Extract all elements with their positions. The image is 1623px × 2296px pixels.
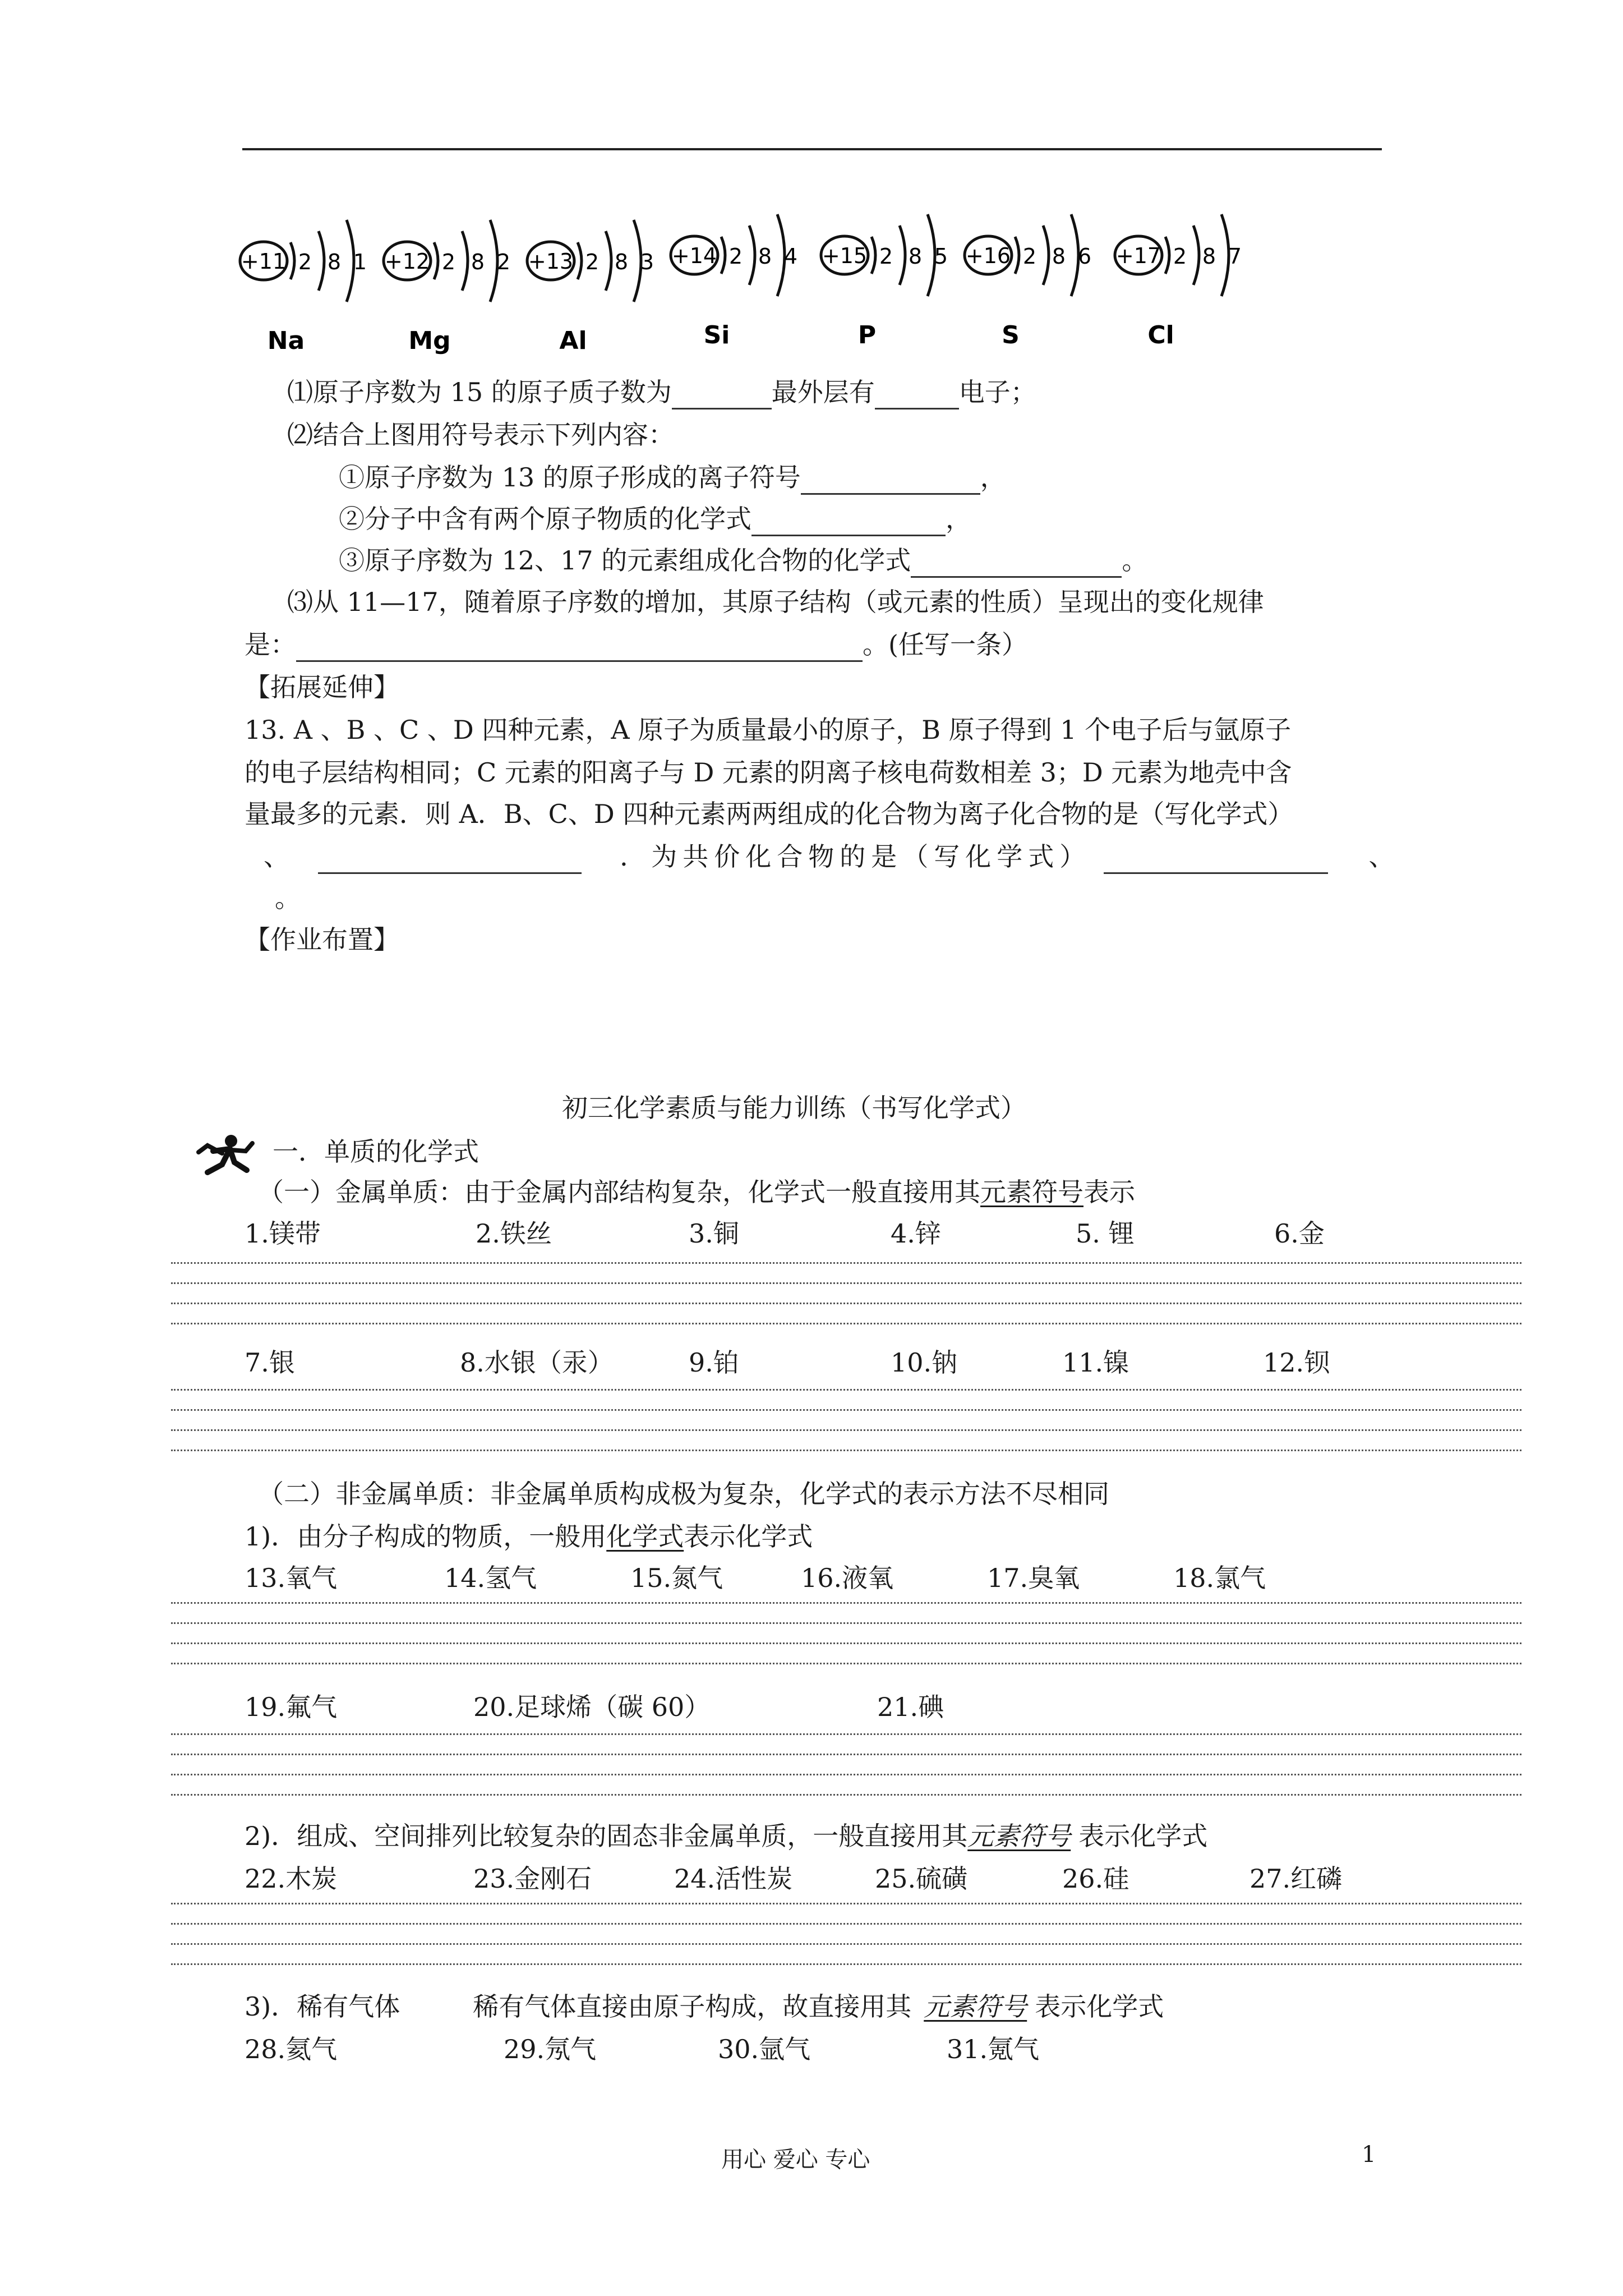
exercise-row-1 xyxy=(0,1218,1623,1252)
exercise-item: 11.镍 xyxy=(1062,1347,1129,1378)
subsection-1: 1)．由分子构成的物质，一般用化学式表示化学式 xyxy=(245,1521,813,1552)
exercise-item: 5. 锂 xyxy=(1076,1218,1135,1249)
svg-text:5: 5 xyxy=(934,244,948,269)
exercise-item: 12.钡 xyxy=(1263,1347,1330,1378)
answer-blank[interactable] xyxy=(875,377,959,409)
answer-blank[interactable] xyxy=(751,504,946,536)
exercise-item: 14.氢气 xyxy=(444,1563,537,1593)
section-heading-homework: 【作业布置】 xyxy=(245,924,399,955)
svg-text:+15: +15 xyxy=(822,243,868,268)
svg-text:2: 2 xyxy=(879,244,893,269)
svg-text:2: 2 xyxy=(441,250,456,274)
exercise-row-5 xyxy=(0,1864,1623,1897)
svg-text:2: 2 xyxy=(728,244,743,269)
atom-p xyxy=(821,214,948,349)
svg-text:8: 8 xyxy=(614,250,629,274)
answer-line[interactable] xyxy=(171,1923,1521,1925)
exercise-item: 29.氖气 xyxy=(504,2034,597,2064)
svg-text:1: 1 xyxy=(353,250,367,274)
question-2-3: ③原子序数为 12、17 的元素组成化合物的化学式 。 xyxy=(339,545,1147,578)
svg-text:4: 4 xyxy=(783,244,798,269)
answer-line[interactable] xyxy=(171,1774,1521,1775)
exercise-item: 19.氟气 xyxy=(245,1692,338,1722)
question-3-cont: 是： 。(任写一条） xyxy=(245,629,1027,662)
answer-blank[interactable] xyxy=(296,629,863,662)
atom-symbol: S xyxy=(1002,321,1020,349)
question-2-1: ①原子序数为 13 的原子形成的离子符号 ， xyxy=(339,462,1006,495)
answer-blank[interactable] xyxy=(801,462,980,495)
answer-line[interactable] xyxy=(171,1963,1521,1965)
answer-blank[interactable] xyxy=(318,841,582,874)
exercise-item: 4.锌 xyxy=(891,1218,941,1249)
question-2-2: ②分子中含有两个原子物质的化学式 ， xyxy=(339,504,971,536)
svg-text:8: 8 xyxy=(327,250,342,274)
exercise-row-6 xyxy=(0,2034,1623,2068)
answer-line[interactable] xyxy=(171,1303,1521,1304)
exercise-item: 8.水银（汞） xyxy=(460,1347,614,1378)
exercise-item: 20.足球烯（碳 60） xyxy=(473,1692,711,1722)
atom-symbol: Si xyxy=(703,321,730,349)
answer-line[interactable] xyxy=(171,1794,1521,1796)
exercise-item: 2.铁丝 xyxy=(476,1218,552,1249)
exercise-item: 21.碘 xyxy=(877,1692,944,1722)
svg-text:7: 7 xyxy=(1228,244,1242,269)
exercise-row-2 xyxy=(0,1347,1623,1381)
exercise-item: 26.硅 xyxy=(1062,1864,1129,1894)
exercise-item: 17.臭氧 xyxy=(987,1563,1080,1593)
svg-text:6: 6 xyxy=(1077,244,1092,269)
answer-blank[interactable] xyxy=(672,377,772,409)
svg-text:2: 2 xyxy=(298,250,312,274)
extension-line-1: 13. A 、B 、C 、D 四种元素，A 原子为质量最小的原子，B 原子得到 1 个电子后与氩原子 xyxy=(245,715,1292,745)
svg-text:2: 2 xyxy=(1173,244,1187,269)
answer-line[interactable] xyxy=(171,1622,1521,1624)
svg-text:+13: +13 xyxy=(528,249,574,274)
page-number: 1 xyxy=(1362,2142,1376,2168)
answer-line[interactable] xyxy=(171,1323,1521,1324)
answer-line[interactable] xyxy=(171,1389,1521,1391)
exercise-item: 1.镁带 xyxy=(245,1218,321,1249)
exercise-item: 31.氪气 xyxy=(947,2034,1040,2064)
svg-text:8: 8 xyxy=(1052,244,1066,269)
answer-line[interactable] xyxy=(171,1429,1521,1431)
exercise-item: 13.氧气 xyxy=(245,1563,338,1593)
subsection-2: 2)．组成、空间排列比较复杂的固态非金属单质，一般直接用其元素符号 表示化学式 xyxy=(245,1821,1208,1851)
atom-structure-diagrams xyxy=(236,191,1279,370)
worksheet-title: 初三化学素质与能力训练（书写化学式） xyxy=(562,1093,1026,1123)
extension-line-5: 。 xyxy=(275,883,301,913)
header-rule xyxy=(242,148,1382,150)
svg-text:8: 8 xyxy=(908,244,923,269)
answer-line[interactable] xyxy=(171,1733,1521,1735)
exercise-item: 6.金 xyxy=(1274,1218,1325,1249)
exercise-item: 7.银 xyxy=(245,1347,295,1378)
svg-text:+17: +17 xyxy=(1115,243,1161,268)
atom-symbol: P xyxy=(857,321,877,349)
exercise-item: 16.液氧 xyxy=(801,1563,894,1593)
exercise-item: 23.金刚石 xyxy=(473,1864,592,1894)
atom-symbol: Al xyxy=(559,326,587,355)
answer-line[interactable] xyxy=(171,1282,1521,1284)
atom-si xyxy=(671,214,797,349)
atom-symbol: Cl xyxy=(1147,321,1174,349)
atom-al xyxy=(527,220,654,355)
exercise-item: 10.钠 xyxy=(891,1347,958,1378)
svg-text:+12: +12 xyxy=(384,249,430,274)
atom-symbol: Na xyxy=(267,326,305,355)
svg-text:+16: +16 xyxy=(965,243,1011,268)
subsection-3: 3)．稀有气体 稀有气体直接由原子构成，故直接用其 元素符号 表示化学式 xyxy=(245,1991,1164,2022)
exercise-item: 18.氯气 xyxy=(1173,1563,1266,1593)
question-3: ⑶从 11—17，随着原子序数的增加，其原子结构（或元素的性质）呈现出的变化规律 xyxy=(287,587,1264,617)
extension-line-4: 、 ．为共价化合物的是（写化学式） 、 xyxy=(264,841,1395,874)
atom-cl xyxy=(1115,214,1242,349)
answer-line[interactable] xyxy=(171,1262,1521,1264)
answer-blank[interactable] xyxy=(911,545,1122,578)
metal-intro: （一）金属单质：由于金属内部结构复杂，化学式一般直接用其元素符号表示 xyxy=(258,1177,1135,1207)
answer-line[interactable] xyxy=(171,1903,1521,1904)
section-1-heading: 一．单质的化学式 xyxy=(273,1137,479,1167)
svg-text:8: 8 xyxy=(758,244,772,269)
footer-motto: 用心 爱心 专心 xyxy=(721,2147,870,2173)
answer-line[interactable] xyxy=(171,1754,1521,1755)
exercise-item: 3.铜 xyxy=(689,1218,739,1249)
atom-s xyxy=(965,214,1091,349)
exercise-item: 28.氦气 xyxy=(245,2034,338,2064)
exercise-item: 15.氮气 xyxy=(630,1563,723,1593)
svg-text:2: 2 xyxy=(585,250,600,274)
question-2: ⑵结合上图用符号表示下列内容： xyxy=(287,420,674,450)
answer-line[interactable] xyxy=(171,1642,1521,1644)
answer-blank[interactable] xyxy=(1104,841,1328,874)
svg-text:+14: +14 xyxy=(671,243,717,268)
exercise-item: 30.氩气 xyxy=(718,2034,811,2064)
svg-text:3: 3 xyxy=(640,250,654,274)
answer-line[interactable] xyxy=(171,1602,1521,1604)
section-heading-extension: 【拓展延伸】 xyxy=(245,672,399,702)
exercise-item: 25.硫磺 xyxy=(875,1864,968,1894)
nonmetal-intro: （二）非金属单质：非金属单质构成极为复杂，化学式的表示方法不尽相同 xyxy=(258,1479,1109,1509)
exercise-item: 22.木炭 xyxy=(245,1864,338,1894)
running-figure-icon xyxy=(191,1133,258,1178)
extension-line-2: 的电子层结构相同；C 元素的阳离子与 D 元素的阴离子核电荷数相差 3；D 元素为地壳中含 xyxy=(245,757,1292,788)
exercise-row-3 xyxy=(0,1563,1623,1596)
svg-text:+11: +11 xyxy=(241,249,287,274)
exercise-row-4 xyxy=(0,1692,1623,1726)
atom-symbol: Mg xyxy=(408,326,451,355)
question-1: ⑴原子序数为 15 的原子质子数为 最外层有 电子； xyxy=(287,377,1036,409)
atom-na xyxy=(240,220,367,355)
answer-line[interactable] xyxy=(171,1450,1521,1451)
svg-text:8: 8 xyxy=(1202,244,1216,269)
answer-line[interactable] xyxy=(171,1663,1521,1664)
svg-text:2: 2 xyxy=(496,250,511,274)
answer-line[interactable] xyxy=(171,1943,1521,1945)
atom-mg xyxy=(384,220,510,355)
svg-text:2: 2 xyxy=(1022,244,1037,269)
extension-line-3: 量最多的元素．则 A．B、C、D 四种元素两两组成的化合物为离子化合物的是（写化学式） xyxy=(245,799,1294,829)
exercise-item: 9.铂 xyxy=(689,1347,739,1378)
exercise-item: 27.红磷 xyxy=(1249,1864,1343,1894)
answer-line[interactable] xyxy=(171,1409,1521,1411)
svg-text:8: 8 xyxy=(471,250,485,274)
exercise-item: 24.活性炭 xyxy=(674,1864,793,1894)
